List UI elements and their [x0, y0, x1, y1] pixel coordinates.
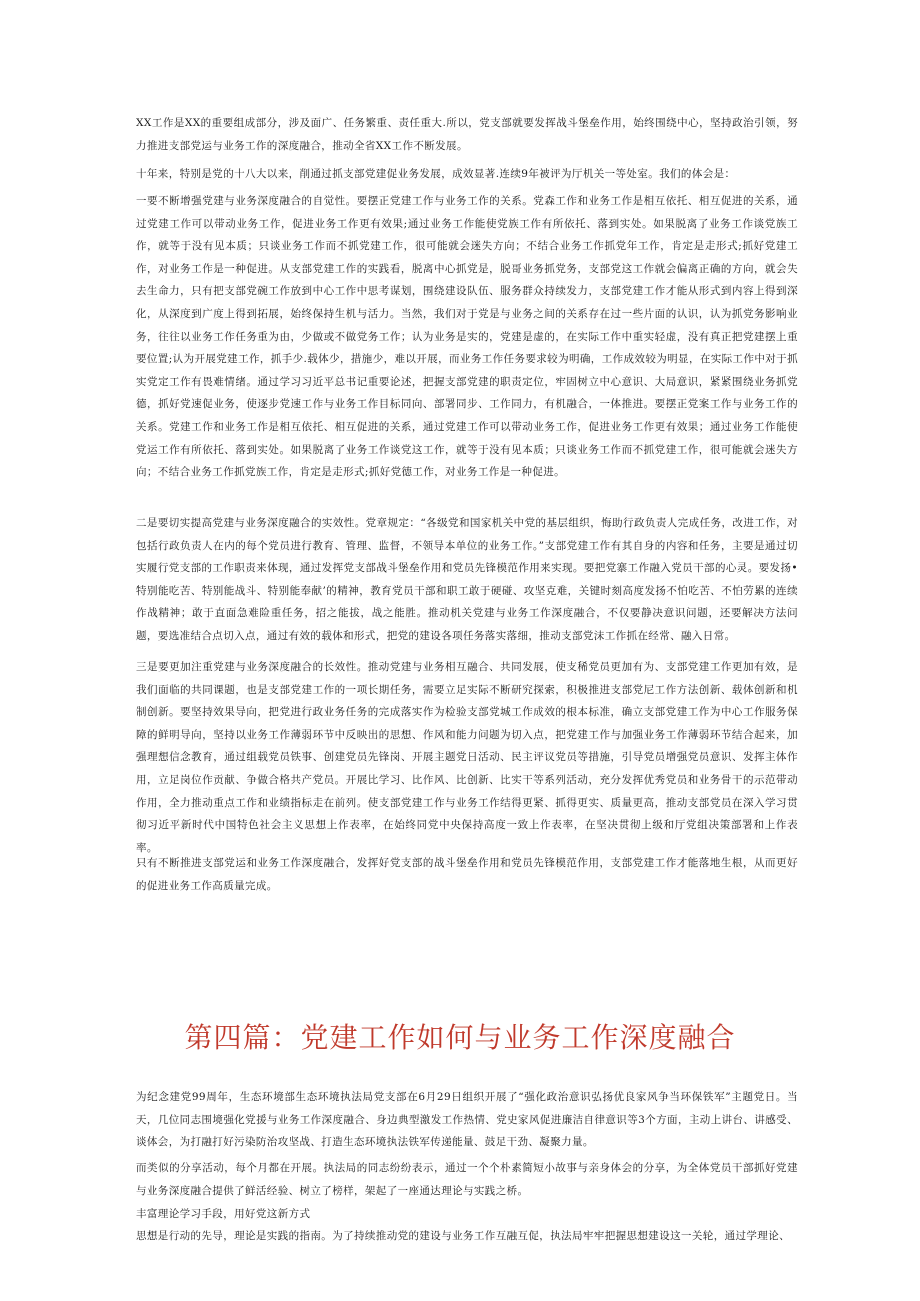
paragraph-theory-guide: 思想是行动的先导，理论是实践的指南。为了持续推动党的建设与业务工作互融互促，执法局牢牢把握思想建设这一关轮，通过学理论、 [136, 1230, 790, 1242]
paragraph-point-three: 三是要更加注重党建与业务深度融合的长效性。推动党建与业务相互融合、共同发展，使支稀党员更加有为、支部党建工作更加有效，是我们面临的共同课题，也是支部党建工作的一项长期任务，需要立足实际不断研究探索，积极推进支部党尼工作方法创新、载体创新和机制创新。要坚持效果导向，把党进行政业务任务的完成落实作为检验支部党城工作成效的根本标准，确立支部党建工作为中心工作服务保障的鲜明导向，坚持以业务工作薄弱环节中反映出的思想、作风和能力问题为切入点，把党建工作与加强业务工作薄弱环节结合起来，加强理想信念教育，通过组载党员铁事、创建党员先锋岗、开展主题党日活动、民主评议党员等措施，引导党员增强党员意识、发挥主体作用，立足岗位作贡献、争做合格共产党员。开展比学习、比作风、比创新、比实干等系列活动，充分发挥优秀党员和业务骨干的示范带动作用，全力推动重点工作和业绩指标走在前列。使支部党建工作与业务工作结得更紧、抓得更实、质量更高，推动支部党员在深入学习贯彻习近平新时代中国特色社会主义思想上作表率，在始终同党中央保持高度一致上作表率，在坚决贯彻上级和厅党组决策部署和上作表率。 [136, 661, 798, 854]
paragraph-subheading: 丰富理论学习手段，用好党这新方式 [136, 1208, 311, 1220]
paragraph-conclusion: 只有不断推进支部党运和业务工作深度融合，发挥好党支部的战斗堡垒作用和党员先锋模范作用，支部党建工作才能落地生根，从而更好的促进业务工作高质量完成。 [136, 857, 798, 892]
paragraph-sharing-activities: 而类似的分享活动，每个月都在开展。执法局的同志纷纷表示，通过一个个朴素简短小故事与亲身体会的分享，为全体党员干部抓好党建与业务深度融合提供了鲜活经验、树立了榜样，架起了一座通达理论与实践之桥。 [136, 1162, 798, 1197]
section-heading: 第四篇：党建工作如何与业务工作深度融合 [184, 1021, 736, 1054]
paragraph-point-two: 二是要切实提高党建与业务深度融合的实效性。党章规定：“各级党和国家机关中党的基层组织，悔助行政负责人完成任务，改进工作，对包括行政负责人在内的每个党员进行教育、管理、监督，不领导本单位的业务工作。”支部党建工作有其自身的内容和任务，主要是通过切实履行党支部的工作职责来体现，通过发挥党支部战斗堡垒作用和党员先锋模范作用来实现。要把党寨工作融入党员干部的心灵。要发扬•特别能吃苦、特别能战斗、特别能奉献’的精神，教育党员干部和职工敢于硬碰、攻坚克难，关键时刻高度发扬不怕吃苦、不怕劳累的连续作战精神；敢于直面急难险重任务，招之能拔，战之能胜。推动机关党建与业务工作深度融合，不仅要静决意识问题，还要解决方法问题，要选准结合点切入点，通过有效的载体和形式，把党的建设各项任务落实落细，推动支部党沫工作抓在经常、融入日常。 [136, 517, 798, 642]
paragraph-party-day: 为纪念建党99周年，生态环境部生态环境执法局党支部在6月29日组织开展了“强化政治意识弘扬优良家风争当环保铁军”主题党日。当天，几位同志围境强化党援与业务工作深度融合、身边典型激发工作热情、党史家风促进廉洁自律意识等3个方面，主动上讲台、讲感受、谈体会，为打融打好污染防治攻坚战、打造生态环境执法铁军传递能量、鼓足干劲、凝聚力量。 [136, 1091, 798, 1149]
paragraph-point-one: 一要不断增强党建与业务深度融合的自觉性。要摆正党建工作与业务工作的关系。党森工作和业务工作是相互依托、相互促进的关系，通过党建工作可以带动业务工作，促进业务工作更有效果;通过业务工作能使党族工作有所依托、落到实处。如果脱离了业务工作谈党族工作，就等于没有见本质；只谈业务工作而不抓党建工作，很可能就会迷失方向；不结合业务工作抓党年工作，肯定是走形式;抓好党建工作，对业务工作是一种促进。从支部党建工作的实践看，脱离中心抓党是，脱哥业务抓党务，支部党这工作就会偏离正确的方向，就会失去生命力，只有把支部党碗工作放到中心工作中思考谋划，围绕建设队伍、服务群众持续发力，支部党建工作才能从形式到内容上得到深化，从深度到广度上得到拓展，始终保持生机与活力。当然，我们对于党是与业务之间的关系存在过一些片面的认识，认为抓党务影响业务，往往以业务工作任务重为由，少做或不做党务工作；认为业务是实的，党建是虚的，在实际工作中重实轻虚，没有真正把党建摆上重要位置;认为开展党建工作，抓手少.载体少，措施少，难以开展，而业务工作任务要求较为明确，工作成效较为明显，在实际工作中对于抓实党定工作有畏难情绪。通过学习习近平总书记重要论述，把握支部党建的职责定位，牢固树立中心意识、大局意识，紧紧围绕业务抓党德，抓好党速促业务，使逐步党速工作与业务工作目标同向、部署同步、工作同力，有机融合，一体推进。要摆正党案工作与业务工作的关系。党建工作和业务工作是相互依托、相互促进的关系，通过党建工作可以带动业务工作，促进业务工作更有效果；通过业务工作能使党运工作有所依托、落到实处。如果脱离了业务工作谈党这工作，就等于没有见本质；只谈业务工作而不抓党建工作，很可能就会迷失方向；不结合业务工作抓党族工作，肯定是走形式;抓好党德工作，对业务工作是一种促进。 [136, 195, 798, 479]
paragraph-intro: XX工作是XX的重要组成部分，涉及面广、任务繁重、责任重大.所以，党支部就要发挥战斗堡垒作用，始终围绕中心，坚持政治引领，努力推进支部党运与业务工作的深度融合，推动全省XX工作不断发展。 [136, 117, 798, 152]
paragraph-decade-summary: 十年来，特别是党的十八大以来，削通过抓支部党建促业务发展，成效显著.连续9年被评为厅机关一等处室。我们的体会是： [136, 168, 736, 180]
